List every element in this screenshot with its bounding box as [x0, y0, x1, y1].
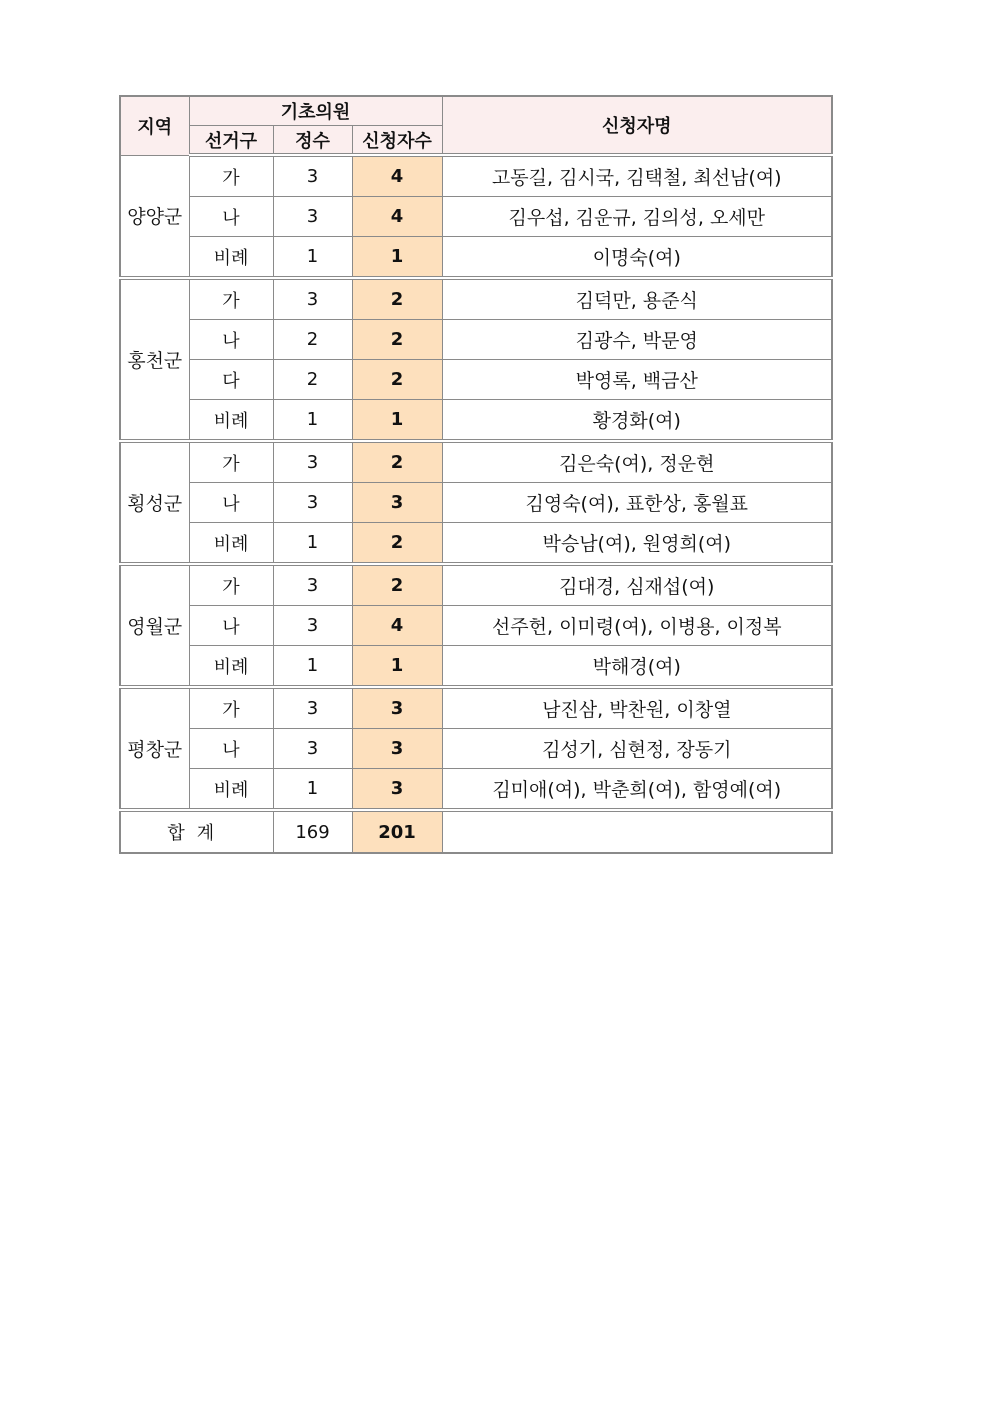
names-cell: 남진삼, 박찬원, 이창열: [442, 687, 832, 729]
region-cell: 양양군: [120, 155, 189, 278]
seats-cell: 1: [273, 646, 352, 688]
table-row: [120, 197, 832, 237]
table-row: [120, 360, 832, 400]
applicants-cell: 3: [352, 483, 442, 523]
table-row: [120, 769, 832, 811]
table-row: [120, 155, 832, 197]
table-row: [120, 320, 832, 360]
header-council: 기초의원: [189, 96, 442, 126]
applicants-cell: 1: [352, 646, 442, 688]
applicants-cell: 4: [352, 197, 442, 237]
total-applicants: 201: [352, 810, 442, 853]
table-row: [120, 523, 832, 565]
applicants-cell: 4: [352, 606, 442, 646]
district-cell: 가: [189, 687, 273, 729]
applicants-cell: 4: [352, 155, 442, 197]
district-cell: 나: [189, 606, 273, 646]
seats-cell: 3: [273, 564, 352, 606]
names-cell: 김성기, 심현정, 장동기: [442, 729, 832, 769]
district-cell: 나: [189, 320, 273, 360]
applicants-cell: 2: [352, 278, 442, 320]
district-cell: 나: [189, 483, 273, 523]
district-cell: 비례: [189, 400, 273, 442]
region-cell: 평창군: [120, 687, 189, 810]
district-cell: 나: [189, 729, 273, 769]
region-cell: 영월군: [120, 564, 189, 687]
seats-cell: 3: [273, 687, 352, 729]
table-row: [120, 400, 832, 442]
applicants-cell: 2: [352, 320, 442, 360]
table-row: [120, 278, 832, 320]
names-cell: 박해경(여): [442, 646, 832, 688]
header-district: 선거구: [189, 126, 273, 156]
table-row: [120, 646, 832, 688]
region-cell: 횡성군: [120, 441, 189, 564]
district-cell: 나: [189, 197, 273, 237]
applicants-cell: 1: [352, 237, 442, 279]
seats-cell: 3: [273, 155, 352, 197]
region-cell: 홍천군: [120, 278, 189, 441]
total-seats: 169: [273, 810, 352, 853]
names-cell: 박영록, 백금산: [442, 360, 832, 400]
names-cell: 김미애(여), 박춘희(여), 함영예(여): [442, 769, 832, 811]
names-cell: 선주헌, 이미령(여), 이병용, 이정복: [442, 606, 832, 646]
applicants-cell: 2: [352, 360, 442, 400]
applicants-cell: 3: [352, 687, 442, 729]
applicants-cell: 1: [352, 400, 442, 442]
seats-cell: 2: [273, 360, 352, 400]
table-row: [120, 564, 832, 606]
district-cell: 비례: [189, 646, 273, 688]
table-row: [120, 606, 832, 646]
header-seats: 정수: [273, 126, 352, 156]
total-names-empty: [442, 810, 832, 853]
header-region: 지역: [120, 96, 189, 155]
district-cell: 가: [189, 155, 273, 197]
applicants-cell: 2: [352, 564, 442, 606]
seats-cell: 1: [273, 237, 352, 279]
names-cell: 고동길, 김시국, 김택철, 최선남(여): [442, 155, 832, 197]
names-cell: 황경화(여): [442, 400, 832, 442]
seats-cell: 3: [273, 441, 352, 483]
applicants-cell: 3: [352, 769, 442, 811]
total-label: 합계: [120, 810, 273, 853]
district-cell: 가: [189, 441, 273, 483]
seats-cell: 1: [273, 523, 352, 565]
total-row: [120, 810, 832, 853]
names-cell: 김광수, 박문영: [442, 320, 832, 360]
seats-cell: 1: [273, 400, 352, 442]
names-cell: 김영숙(여), 표한상, 홍월표: [442, 483, 832, 523]
seats-cell: 3: [273, 729, 352, 769]
applicants-cell: 2: [352, 441, 442, 483]
district-cell: 비례: [189, 237, 273, 279]
district-cell: 비례: [189, 769, 273, 811]
applicants-cell: 3: [352, 729, 442, 769]
header-names: 신청자명: [442, 96, 832, 155]
header-applicants: 신청자수: [352, 126, 442, 156]
seats-cell: 2: [273, 320, 352, 360]
names-cell: 이명숙(여): [442, 237, 832, 279]
names-cell: 김우섭, 김운규, 김의성, 오세만: [442, 197, 832, 237]
table-row: [120, 687, 832, 729]
table-row: [120, 729, 832, 769]
names-cell: 김은숙(여), 정운현: [442, 441, 832, 483]
applicants-cell: 2: [352, 523, 442, 565]
table-body: [120, 155, 832, 810]
district-cell: 가: [189, 278, 273, 320]
table-row: [120, 483, 832, 523]
seats-cell: 3: [273, 606, 352, 646]
district-cell: 가: [189, 564, 273, 606]
seats-cell: 3: [273, 483, 352, 523]
names-cell: 김덕만, 용준식: [442, 278, 832, 320]
district-cell: 비례: [189, 523, 273, 565]
names-cell: 박승남(여), 원영희(여): [442, 523, 832, 565]
seats-cell: 1: [273, 769, 352, 811]
district-cell: 다: [189, 360, 273, 400]
names-cell: 김대경, 심재섭(여): [442, 564, 832, 606]
table-row: [120, 441, 832, 483]
candidate-table: [119, 95, 833, 854]
seats-cell: 3: [273, 197, 352, 237]
seats-cell: 3: [273, 278, 352, 320]
table-row: [120, 237, 832, 279]
